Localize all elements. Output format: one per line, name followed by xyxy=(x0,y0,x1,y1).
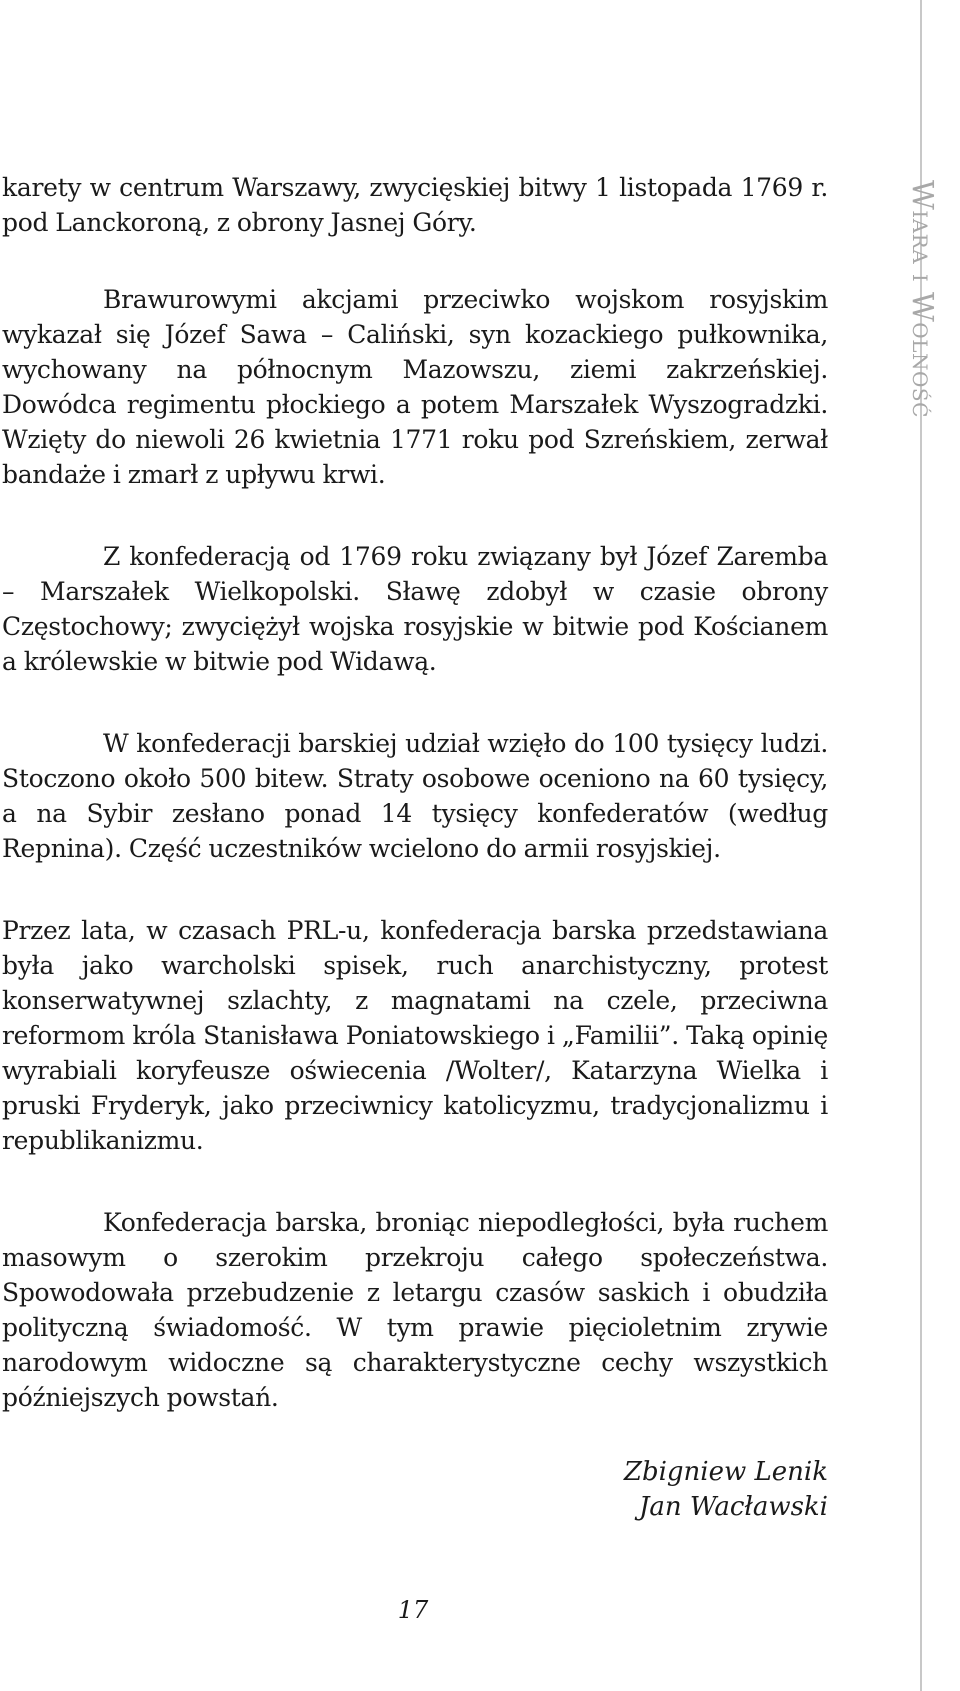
running-header: Wiara i Wolność xyxy=(906,180,940,418)
paragraph-6: Konfederacja barska, broniąc niepodległości, była ruchem masowym o szerokim przekroju całego społeczeństwa. Spowodowała przebudzenie z letargu czasów saskich i obudziła polityczną świadomość. W tym prawie pięcioletnim zrywie narodowym widoczne są charakterystyczne cechy wszystkich późniejszych powstań. xyxy=(2,1208,828,1412)
signature-author-1: Zbigniew Lenik xyxy=(623,1457,828,1487)
paragraph-2: Brawurowymi akcjami przeciwko wojskom rosyjskim wykazał się Józef Sawa – Caliński, syn kozackiego pułkownika, wychowany na północnym Mazowszu, ziemi zakrzeńskiej. Dowódca regimentu płockiego a potem Marszałek Wyszogradzki. Wzięty do niewoli 26 kwietnia 1771 roku pod Szreńskiem, zerwał bandaże i zmarł z upływu krwi. xyxy=(2,285,828,489)
paragraph-5: Przez lata, w czasach PRL-u, konfederacja barska przedstawiana była jako warcholski spisek, ruch anarchistyczny, protest konserwatywnej szlachty, z magnatami na czele, przeciwna reformom króla Stanisława Poniatowskiego i „Familii”. Taką opinię wyrabiali koryfeusze oświecenia /Wolter/, Katarzyna Wielka i pruski Fryderyk, jako przeciwnicy katolicyzmu, tradycjonalizmu i republikanizmu. xyxy=(2,916,828,1155)
body-text xyxy=(2,170,828,1525)
page-number: 17 xyxy=(397,1596,429,1624)
paragraph-1: karety w centrum Warszawy, zwycięskiej bitwy 1 listopada 1769 r. pod Lanckoroną, z obrony Jasnej Góry. xyxy=(2,173,828,237)
signature xyxy=(2,1455,828,1525)
signature-author-2: Jan Wacławski xyxy=(638,1492,828,1522)
paragraph-3: Z konfederacją od 1769 roku związany był Józef Zaremba – Marszałek Wielkopolski. Sławę zdobył w czasie obrony Częstochowy; zwyciężył wojska rosyjskie w bitwie pod Kościanem a królewskie w bitwie pod Widawą. xyxy=(2,542,828,676)
paragraph-4: W konfederacji barskiej udział wzięło do 100 tysięcy ludzi. Stoczono około 500 bitew. Straty osobowe oceniono na 60 tysięcy, a na Sybir zesłano ponad 14 tysięcy konfederatów (według Repnina). Część uczestników wcielono do armii rosyjskiej. xyxy=(2,729,828,863)
